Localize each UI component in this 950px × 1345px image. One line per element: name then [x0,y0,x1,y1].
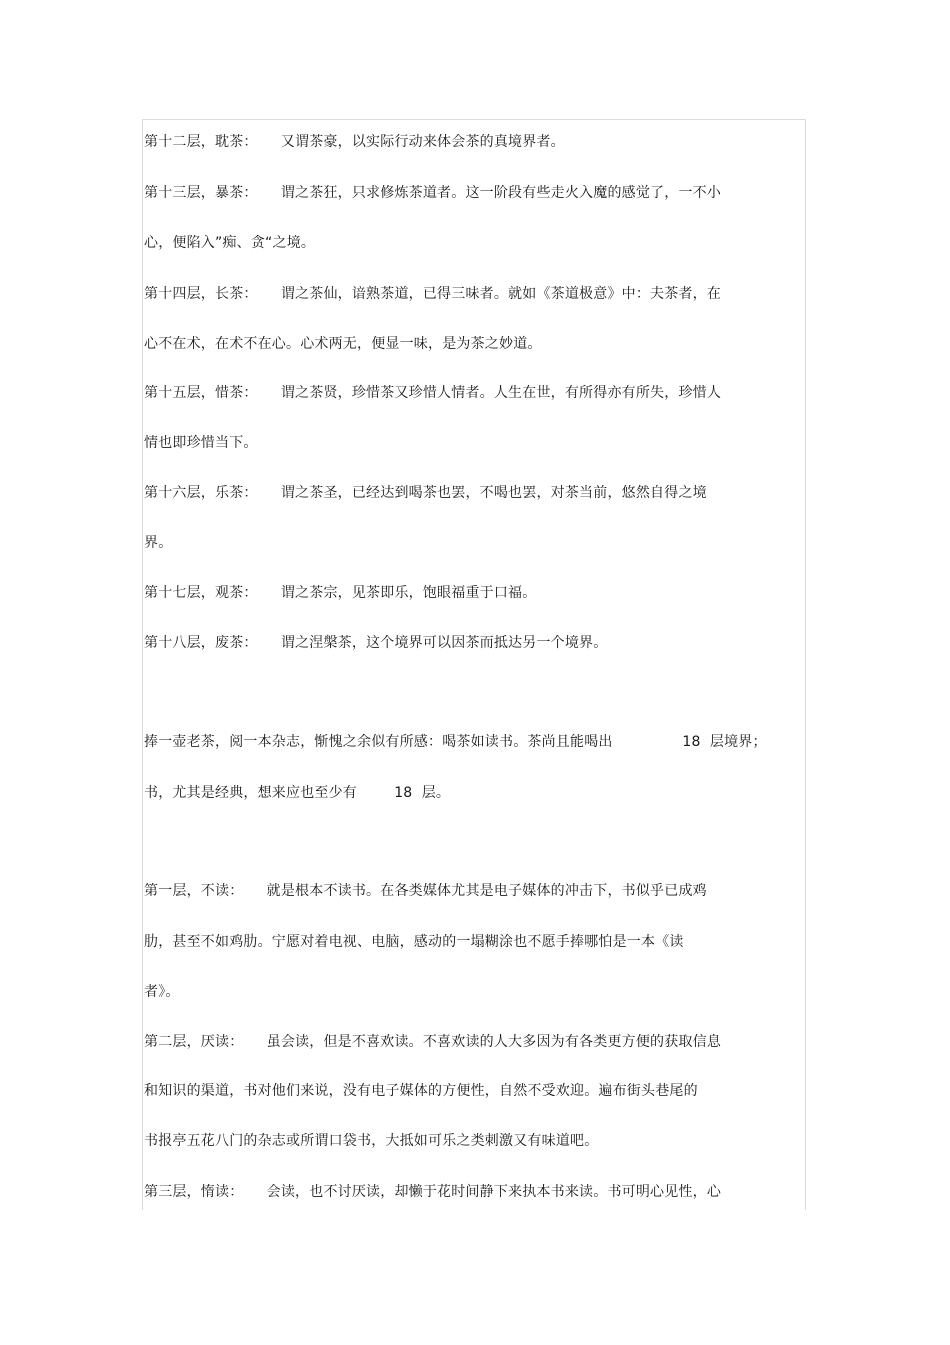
text-line-6: 第十五层，惜茶： 谓之茶贤，珍惜茶又珍惜人情者。人生在世，有所得亦有所失，珍惜人 [144,385,722,401]
text-line-15: 肋，甚至不如鸡肋。宁愿对着电视、电脑，感动的一塌糊涂也不愿手捧哪怕是一本《读 [144,934,684,950]
text-line-18: 和知识的渠道，书对他们来说，没有电子媒体的方便性，自然不受欢迎。遍布街头巷尾的 [144,1083,698,1099]
text-line-3: 心，便陷入”痴、贪“之境。 [144,235,316,251]
text-line-20: 第三层，惰读： 会读，也不讨厌读，却懒于花时间静下来执本书来读。书可明心见性，心 [144,1184,722,1200]
text-line-5: 心不在术，在术不在心。心术两无，便显一味，是为茶之妙道。 [144,336,542,352]
text-line-10: 第十七层，观茶： 谓之茶宗，见茶即乐，饱眼福重于口福。 [144,585,537,601]
text-line-17: 第二层，厌读： 虽会读，但是不喜欢读。不喜欢读的人大多因为有各类更方便的获取信息 [144,1034,722,1050]
text-line-8: 第十六层，乐茶： 谓之茶圣，已经达到喝茶也罢，不喝也罢，对茶当前，悠然自得之境 [144,485,707,501]
text-line-14: 第一层，不读： 就是根本不读书。在各类媒体尤其是电子媒体的冲击下，书似乎已成鸡 [144,883,707,899]
text-line-4: 第十四层，长茶： 谓之茶仙，谙熟茶道，已得三味者。就如《茶道极意》中：夫茶者，在 [144,286,722,302]
text-line-11: 第十八层，废茶： 谓之涅槃茶，这个境界可以因茶而抵达另一个境界。 [144,635,608,651]
text-line-9: 界。 [144,535,173,551]
text-line-16: 者》。 [144,984,180,1000]
text-line-2: 第十三层，暴茶： 谓之茶狂，只求修炼茶道者。这一阶段有些走火入魔的感觉了，一不小 [144,185,722,201]
text-line-12: 捧一壶老茶，阅一本杂志，惭愧之余似有所感：喝茶如读书。茶尚且能喝出 18 层境界； [144,734,767,750]
text-line-19: 书报亭五花八门的杂志或所谓口袋书，大抵如可乐之类刺激又有味道吧。 [144,1133,599,1149]
text-line-7: 情也即珍惜当下。 [144,435,258,451]
text-line-1: 第十二层，耽茶： 又谓茶豪，以实际行动来体会茶的真境界者。 [144,134,565,150]
text-line-13: 书，尤其是经典，想来应也至少有 18 层。 [144,785,451,801]
